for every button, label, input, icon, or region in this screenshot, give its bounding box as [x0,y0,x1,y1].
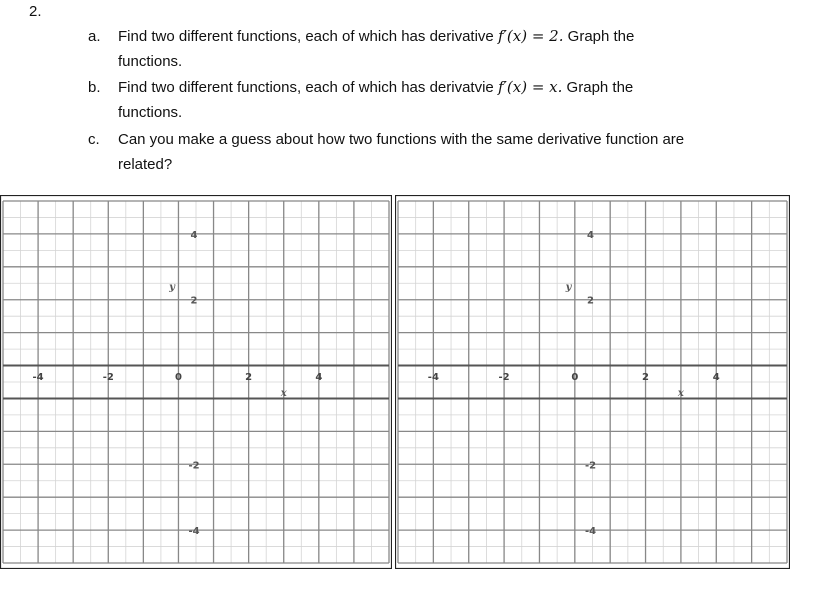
item-text: Find two different functions, each of which has derivative [118,28,498,45]
item-label: b. [88,79,101,96]
x-tick-label: 4 [712,372,720,383]
question-number: 2. [29,3,42,20]
x-tick-label: 2 [642,372,650,383]
y-tick-label: -2 [188,460,200,472]
y-tick-label: -4 [188,526,200,538]
x-tick-label: -4 [32,372,44,383]
item-text-end: Graph the [562,79,634,96]
x-tick-label: 0 [174,372,182,383]
x-tick-label: -2 [102,372,114,383]
y-tick-label: 2 [190,295,198,307]
y-axis-label: y [169,281,175,293]
x-tick-label: -4 [427,372,439,383]
coordinate-grid [395,195,790,569]
y-tick-label: -2 [584,460,597,472]
y-tick-label: 4 [190,229,198,241]
y-axis-label: y [565,281,572,293]
item-text-line2: functions. [118,53,183,70]
item-text-line2: functions. [118,104,183,121]
x-tick-label: 2 [245,372,253,383]
graph-grid-left [0,195,392,569]
x-tick-label: 0 [571,372,579,383]
y-tick-label: -4 [584,526,597,538]
item-text-end: Graph the [563,28,635,45]
x-tick-label: 4 [315,372,323,383]
derivative-expression: f′(x) = x. [497,78,563,96]
graph-grid-right [395,195,790,569]
item-label: a. [88,28,101,45]
item-text-line2: related? [118,156,173,173]
derivative-expression: f′(x) = 2. [497,27,564,45]
y-tick-label: 4 [587,229,594,241]
item-label: c. [88,131,100,148]
x-axis-label: x [280,388,287,399]
coordinate-grid [0,195,392,569]
item-text: Can you make a guess about how two functions with the same derivative function are [118,131,685,148]
x-tick-label: -2 [498,372,510,383]
item-text: Find two different functions, each of which has derivatvie [118,79,498,96]
x-axis-label: x [677,388,684,399]
y-tick-label: 2 [587,295,594,307]
